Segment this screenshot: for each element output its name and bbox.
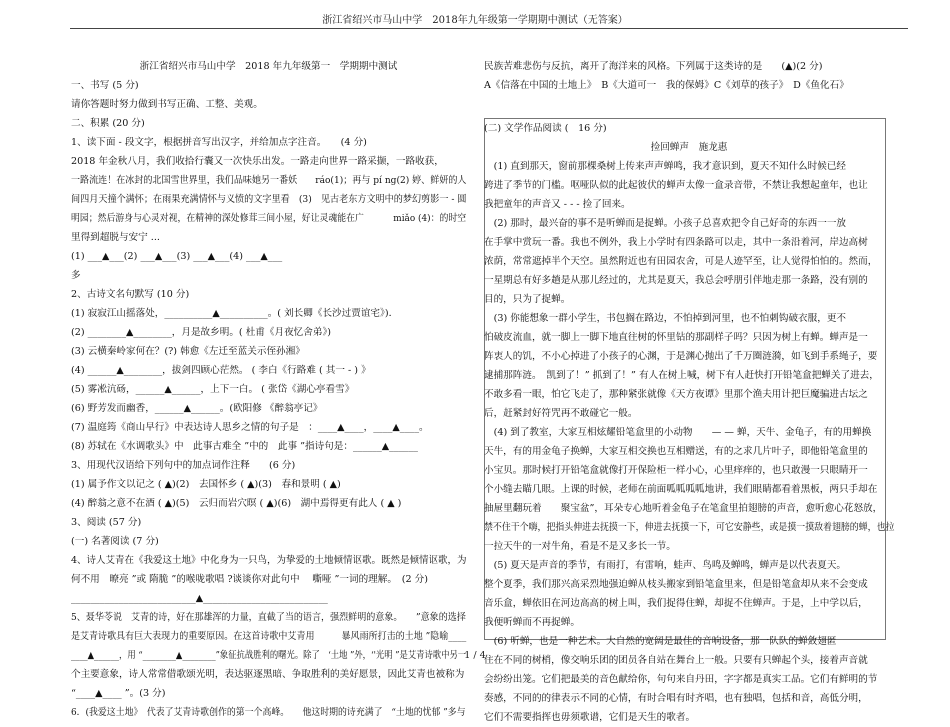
left-text-line: 3、用现代汉语给下列句中的加点词作注释 (6 分) xyxy=(71,460,296,471)
article-text-line: 禁不住干个嗨，把指头伸进去抚摸一下，伸进去抚摸一下，可它安静些，或是摸一摸敌着翅膀的蝉，也拉 xyxy=(484,522,895,533)
left-text-line: __________________________▲__________________________ xyxy=(71,593,328,604)
article-text-line: 个小缝去瞄几眼。上课的时候，老师在前面呱呱呱呱地讲，我们眼睛都看着黑板，两只手却在 xyxy=(484,484,878,495)
left-text-line: 2、古诗文名句默写 (10 分) xyxy=(71,289,190,300)
article-text-line: 我把童年的声音又 - - - 捡了回来。 xyxy=(484,199,631,210)
left-text-line: 明园；然后游身与心灵对视，在精神的深处修茸三间小屋，好让灵魂能在广 miǎo (4)：的时空 xyxy=(71,213,467,224)
left-text-line: 一路流连！在冰封的北国雪世界里，我们品味她另一番妖 ráo(1)；再与 pí ng(2) 婷、鲜妍的人 xyxy=(71,175,467,186)
article-text-line: 它们不需要指挥也毋须歌谱，它们是天生的歌者。 xyxy=(484,712,696,723)
section-title: (二) 文学作品阅读 ( 16 分) xyxy=(484,123,607,134)
left-text-line: 是艾青诗歌具有巨大表现力的重要原因。在这首诗歌中艾青用 暴风雨所打击的土地 ”隐喻____ xyxy=(71,631,467,642)
article-text-line: (4) 到了教室，大家互相炫耀铅笔盒里的小动物 — — 蝉，天牛、金龟子，有的用蝉换 xyxy=(484,427,872,438)
left-text-line: 里得到超脱与安宁 ... xyxy=(71,232,160,243)
right-column xyxy=(484,57,894,727)
article-text-line: 逮捕那阵涟。 凯到了！” 抓到了！” 有人在树上喊，树下有人赶快打开铅笔盒把蝉关了进去， xyxy=(484,370,879,381)
left-text-line: 4、诗人艾青在《我爱这土地》中化身为一只鸟，为挚爱的土地倾情讴歌。既然是倾情讴歌，为 xyxy=(71,555,467,566)
document-title: 浙江省绍兴市马山中学 2018 年九年级第一 学期期中测试 xyxy=(139,61,398,72)
left-text-line: 6．(我爱这土地》 代表了艾青诗歌创作的第一个高峰。 他这时期的诗充满了 “土地的忧郁 ”多与 xyxy=(71,707,466,718)
article-text-line: 目的，只为了捉蝉。 xyxy=(484,294,571,305)
left-text-line: 二、积累 (20 分) xyxy=(71,118,145,129)
left-text-line: (7) 温庭筠《商山早行》中表达诗人思乡之情的句子是 ：____▲____，____▲____。 xyxy=(71,422,429,433)
left-text-line: (1) 属予作文以记之 ( ▲)(2) 去国怀乡 ( ▲)(3) 春和景明 ( ▲) xyxy=(71,479,341,490)
article-text-line: 音乐盒，蝉依旧在河边高高的树上叫，我们捉得住蝉，却捉不住蝉声。于是，上中学以后， xyxy=(484,598,868,609)
article-title: 捡回蝉声 施龙惠 xyxy=(650,142,728,153)
left-text-line: ____▲______，用 “________▲________”象征抗战胜利的曙光。除了 ‘土地 ”外，‘'光明 ”是艾青诗歌中另一 xyxy=(71,650,467,661)
left-text-line: (8) 苏轼在《水调歌头》中 此事古难全 ”中的 此事 ”指诗句是：______▲______ xyxy=(71,441,418,452)
article-text-line: 跨进了季节的门槛。呕哑队似的此起彼伏的蝉声太像一盒录音带，不禁让我想起童年，也让 xyxy=(484,180,868,191)
left-column xyxy=(71,57,466,722)
article-text-line: (6) 听蝉，也是一种艺术。大自然的宽阔是最佳的音响设备，那一队队的蝉敛翅匿 xyxy=(484,636,837,647)
article-text-line: 会纷纷出笼。它们把最美的音色献给你，句句来自丹田，字字都是真实工品。它们有鲜明的节 xyxy=(484,674,878,685)
article-text-line: 整个夏季，我们那兴高采烈地强迫蝉从枝头搬家到铅笔盒里来，但是铅笔盒却从来不会变成 xyxy=(484,579,868,590)
article-text-line: 住在不同的树梢，像交响乐团的团员各自站在舞台上一般。只要有只蝉起个头，接着声音就 xyxy=(484,655,868,666)
article-text-line: 浓荫，常常遮掉半个天空。虽然附近也有田园农舍，可是人迹罕至，让人觉得怕怕的。然而， xyxy=(484,256,878,267)
left-text-line: 5、聂华苓说 艾青的诗，好在那雄浑的力量，直截了当的语言，强烈鲜明的意象。 ”意象的选择 xyxy=(71,612,466,623)
left-text-line: (一) 名著阅读 (7 分) xyxy=(71,536,159,547)
article-text-line: 一星期总有好多趟是从那儿经过的，尤其是夏天，我总会呼朋引伴地走那一条路，没有别的 xyxy=(484,275,868,286)
left-text-line: 1、读下面 - 段文字，根据拼音写出汉字，并给加点字注音。 (4 分) xyxy=(71,137,367,148)
left-text-line: (6) 野芳发而幽香，______▲______。(欧阳修 《醉翁亭记》 xyxy=(71,403,323,414)
article-body xyxy=(484,157,894,727)
left-text-line: (4) 醉翁之意不在酒 ( ▲)(5) 云归而岩穴暝 ( ▲)(6) 湖中焉得更有此人 ( ▲ ) xyxy=(71,498,402,509)
page-header: 浙江省绍兴市马山中学 2018年九年级第一学期期中测试（无答案） xyxy=(322,15,628,26)
left-text-line: “____▲____ ”。(3 分) xyxy=(71,688,166,699)
header-divider xyxy=(70,28,908,29)
left-text-line: 2018 年金秋八月，我们收拾行囊又一次快乐出发。一路走向世界一路采撷，一路收获， xyxy=(71,156,444,167)
article-text-line: 小宝贝。那时候打开铅笔盒就像打开保险柜一样小心，心里痒痒的，也只敢漫一只眼睛开一 xyxy=(484,465,868,476)
article-text-line: 奏感，不同的的律表示不同的心情，有时合唱有时齐唱，也有独唱，包括和音，高低分明， xyxy=(484,693,868,704)
left-text-line: 请你答题时努力做到书写正确、工整、美观。 xyxy=(71,99,263,110)
article-text-line: 天牛，有的用金龟子换蝉，大家互相交换也互相赠送，有的之求几片叶子，即他铅笔盒里的 xyxy=(484,446,868,457)
article-text-line: (5) 夏天是声音的季节，有雨打，有雷响，蛙声、鸟鸣及蝉鸣，蝉声是以代表夏天。 xyxy=(484,560,847,571)
left-text-line: 一、书写 (5 分) xyxy=(71,80,139,91)
article-text-line: 阵衷人的饥，不小心掉进了小孩子的心渊，于是渊心抛出了千万圈涟漪，如飞到手系绳子，要 xyxy=(484,351,878,362)
article-text-line: 不敢多看一眼，怕它飞走了，那种紧张就像《天方夜谭》里那个渔夫用计把巨魔骗进古坛之 xyxy=(484,389,868,400)
article-text-line: 一拉天牛的一对牛角，看是不是又多长一节。 xyxy=(484,541,676,552)
left-text-line: (4) ______▲________，拔剑四顾心茫然。 ( 李白《行路难 ( 其一 - ) 》 xyxy=(71,365,371,376)
page-number: 1 / 4 xyxy=(464,650,486,661)
left-text-line: 3、阅读 (57 分) xyxy=(71,517,142,528)
left-text-line: (3) 云横秦岭家何在？(?) 韩愈《左迁至蓝关示侄孙湘》 xyxy=(71,346,305,357)
left-text-line: (5) 雾凇沆砀，______▲______，上下一白。 ( 张岱《湖心亭看雪》 xyxy=(71,384,355,395)
article-text-line: 在手掌中赏玩一番。我也不例外，我上小学时有四条路可以走，其中一条沿着河，岸边高树 xyxy=(484,237,868,248)
left-text-line: (1) 寂寂江山摇落处，__________▲__________。( 刘长卿《长沙过贾谊宅》)． xyxy=(71,308,399,319)
left-text-line: 何不用 暸亮 ”或 隋脆 ”的喉咙歌唱 ?谈谈你对此句中 嘶哑 ”一词的理解。 (2 分) xyxy=(71,574,428,585)
article-text-line: 抽屉里翻玩着 聚宝盆”，耳朵专心地听着金龟子在笔盒里拍翅膀的声音，愈听愈心花怒放， xyxy=(484,503,883,514)
left-text-line: (1) ___▲___(2) ___▲___(3) ___▲___(4) ___▲___ xyxy=(71,251,283,262)
right-top-line-2: A《信落在中国的土地上》 B《大道可一 我的保姆》C《刘草的孩子》 D《鱼化石》 xyxy=(484,80,849,91)
left-text-line: 多 xyxy=(71,270,81,281)
article-text-line: 我便听蝉而不再捉蝉。 xyxy=(484,617,580,628)
spacer xyxy=(484,95,894,119)
article-text-line: (3) 你能想象一群小学生，书包搁在路边，不怕掉到河里，也不怕刺钩破衣服，更不 xyxy=(484,313,847,324)
left-text-line: 个主要意象，诗人常常借歌颂光明，表达驱逐黑暗、争取胜利的美好愿景，因此艾青也被称为 xyxy=(71,669,465,680)
article-text-line: 后，赶紧封好符咒再不敢碰它一般。 xyxy=(484,408,638,419)
article-text-line: (1) 直到那天，窗前那棵桑树上传来声声蝉鸣，我才意识到，夏天不知什么时候已经 xyxy=(484,161,847,172)
article-text-line: (2) 那时，最兴奋的事不是听蝉而是捉蝉。小孩子总喜欢把令自己好奇的东西一一放 xyxy=(484,218,847,229)
article-text-line: 怕破皮流血，就一脚上一脚下地直往树的怀里钻的那副样子吗？只因为树上有蝉。蝉声是一 xyxy=(484,332,868,343)
left-text-line: (2) ________▲________，月是故乡明。( 杜甫《月夜忆舍弟》) xyxy=(71,327,332,338)
right-top-line-1: 民族苦难悲伤与反抗，离开了海洋来的风格。下列属于这类诗的是 (▲)(2 分) xyxy=(484,61,823,72)
left-text-line: 间四月天撞个满怀；在雨果充满情怀与义愤的文字里看 (3) 见古老东方文明中的梦幻剪影一 - 圆 xyxy=(71,194,467,205)
